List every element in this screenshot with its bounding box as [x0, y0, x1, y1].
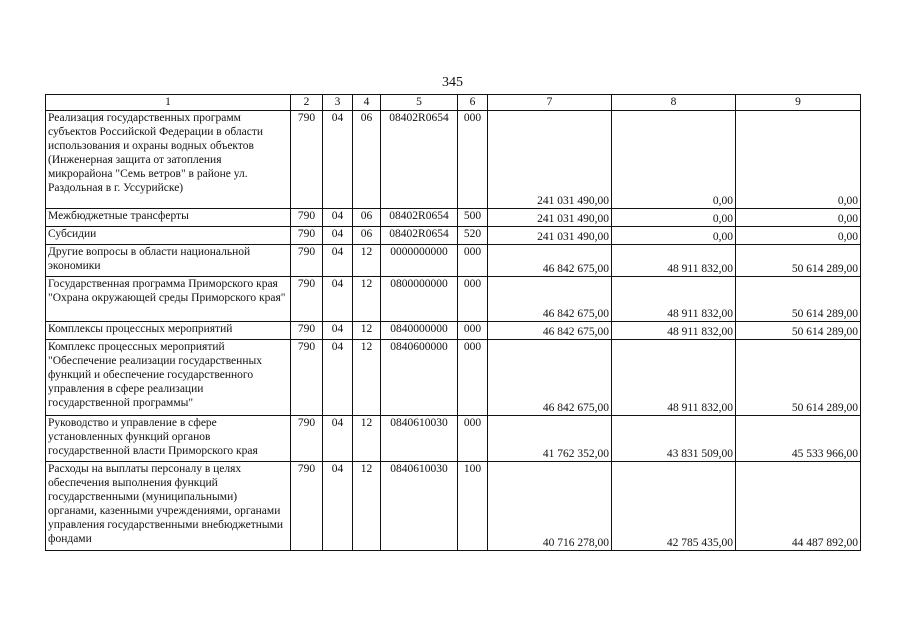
- cell-section-code: 04: [323, 227, 353, 245]
- row-name: Межбюджетные трансферты: [46, 209, 291, 227]
- table-row: [46, 277, 861, 322]
- cell-amount-year-1: 41 762 352,00: [488, 416, 612, 462]
- cell-expense-type: 500: [458, 209, 488, 227]
- cell-subsection-code: 12: [353, 322, 381, 340]
- column-header-6: 6: [458, 95, 488, 111]
- cell-target-article: 0800000000: [381, 277, 458, 322]
- cell-section-code: 04: [323, 209, 353, 227]
- cell-amount-year-1: 46 842 675,00: [488, 245, 612, 277]
- cell-expense-type: 000: [458, 277, 488, 322]
- cell-amount-year-1: 241 031 490,00: [488, 111, 612, 209]
- column-header-1: 1: [46, 95, 291, 111]
- column-header-4: 4: [353, 95, 381, 111]
- cell-target-article: 0840000000: [381, 322, 458, 340]
- cell-target-article: 08402R0654: [381, 111, 458, 209]
- cell-ministry-code: 790: [291, 227, 323, 245]
- budget-table: [45, 94, 861, 551]
- cell-subsection-code: 12: [353, 277, 381, 322]
- cell-amount-year-2: 48 911 832,00: [612, 322, 736, 340]
- cell-subsection-code: 12: [353, 416, 381, 462]
- column-header-2: 2: [291, 95, 323, 111]
- cell-amount-year-2: 42 785 435,00: [612, 462, 736, 551]
- cell-ministry-code: 790: [291, 245, 323, 277]
- cell-expense-type: 000: [458, 340, 488, 416]
- cell-amount-year-3: 0,00: [736, 227, 861, 245]
- cell-subsection-code: 06: [353, 111, 381, 209]
- cell-amount-year-2: 0,00: [612, 227, 736, 245]
- table-row: [46, 322, 861, 340]
- cell-amount-year-3: 50 614 289,00: [736, 277, 861, 322]
- cell-expense-type: 100: [458, 462, 488, 551]
- table-row: [46, 462, 861, 551]
- cell-ministry-code: 790: [291, 416, 323, 462]
- cell-target-article: 0840600000: [381, 340, 458, 416]
- cell-section-code: 04: [323, 462, 353, 551]
- row-name: Другие вопросы в области национальной экономики: [46, 245, 291, 277]
- cell-amount-year-2: 0,00: [612, 209, 736, 227]
- cell-amount-year-3: 0,00: [736, 209, 861, 227]
- column-header-8: 8: [612, 95, 736, 111]
- cell-amount-year-1: 40 716 278,00: [488, 462, 612, 551]
- cell-ministry-code: 790: [291, 462, 323, 551]
- table-row: [46, 227, 861, 245]
- cell-ministry-code: 790: [291, 209, 323, 227]
- table-row: [46, 416, 861, 462]
- cell-amount-year-3: 50 614 289,00: [736, 245, 861, 277]
- cell-amount-year-3: 0,00: [736, 111, 861, 209]
- cell-section-code: 04: [323, 340, 353, 416]
- cell-amount-year-3: 44 487 892,00: [736, 462, 861, 551]
- cell-amount-year-2: 43 831 509,00: [612, 416, 736, 462]
- cell-subsection-code: 06: [353, 227, 381, 245]
- row-name: Субсидии: [46, 227, 291, 245]
- cell-section-code: 04: [323, 245, 353, 277]
- cell-amount-year-2: 48 911 832,00: [612, 277, 736, 322]
- cell-amount-year-1: 241 031 490,00: [488, 209, 612, 227]
- cell-expense-type: 520: [458, 227, 488, 245]
- cell-subsection-code: 06: [353, 209, 381, 227]
- cell-expense-type: 000: [458, 416, 488, 462]
- cell-section-code: 04: [323, 111, 353, 209]
- cell-section-code: 04: [323, 322, 353, 340]
- table-row: [46, 245, 861, 277]
- cell-expense-type: 000: [458, 322, 488, 340]
- cell-section-code: 04: [323, 277, 353, 322]
- column-header-5: 5: [381, 95, 458, 111]
- cell-amount-year-3: 50 614 289,00: [736, 322, 861, 340]
- table-row: [46, 340, 861, 416]
- page-number: 345: [442, 75, 463, 90]
- cell-subsection-code: 12: [353, 462, 381, 551]
- cell-amount-year-2: 48 911 832,00: [612, 245, 736, 277]
- row-name: Расходы на выплаты персоналу в целях обеспечения выполнения функций государственными (муниципальными) органами, казенными учреждениями, органами управления государственными внебюджетными фондами: [46, 462, 291, 551]
- cell-amount-year-2: 48 911 832,00: [612, 340, 736, 416]
- cell-amount-year-1: 241 031 490,00: [488, 227, 612, 245]
- row-name: Комплексы процессных мероприятий: [46, 322, 291, 340]
- row-name: Государственная программа Приморского края "Охрана окружающей среды Приморского края": [46, 277, 291, 322]
- cell-amount-year-2: 0,00: [612, 111, 736, 209]
- table-row: [46, 209, 861, 227]
- header-row: [46, 95, 861, 111]
- cell-section-code: 04: [323, 416, 353, 462]
- column-header-3: 3: [323, 95, 353, 111]
- cell-ministry-code: 790: [291, 277, 323, 322]
- cell-target-article: 08402R0654: [381, 227, 458, 245]
- column-header-9: 9: [736, 95, 861, 111]
- cell-amount-year-1: 46 842 675,00: [488, 277, 612, 322]
- cell-ministry-code: 790: [291, 322, 323, 340]
- cell-target-article: 0000000000: [381, 245, 458, 277]
- table-row: [46, 111, 861, 209]
- cell-subsection-code: 12: [353, 340, 381, 416]
- cell-amount-year-1: 46 842 675,00: [488, 340, 612, 416]
- row-name: Руководство и управление в сфере установленных функций органов государственной власти Приморского края: [46, 416, 291, 462]
- cell-subsection-code: 12: [353, 245, 381, 277]
- row-name: Реализация государственных программ субъектов Российской Федерации в области использования и охраны водных объектов (Инженерная защита от затопления микрорайона "Семь ветров" в районе ул. Раздольная в г. Уссурийске): [46, 111, 291, 209]
- cell-amount-year-3: 45 533 966,00: [736, 416, 861, 462]
- cell-ministry-code: 790: [291, 111, 323, 209]
- cell-expense-type: 000: [458, 245, 488, 277]
- cell-target-article: 0840610030: [381, 416, 458, 462]
- column-header-7: 7: [488, 95, 612, 111]
- cell-amount-year-3: 50 614 289,00: [736, 340, 861, 416]
- cell-target-article: 0840610030: [381, 462, 458, 551]
- cell-target-article: 08402R0654: [381, 209, 458, 227]
- cell-expense-type: 000: [458, 111, 488, 209]
- row-name: Комплекс процессных мероприятий "Обеспечение реализации государственных функций и обеспечение государственного управления в сфере реализации государственной программы": [46, 340, 291, 416]
- cell-ministry-code: 790: [291, 340, 323, 416]
- cell-amount-year-1: 46 842 675,00: [488, 322, 612, 340]
